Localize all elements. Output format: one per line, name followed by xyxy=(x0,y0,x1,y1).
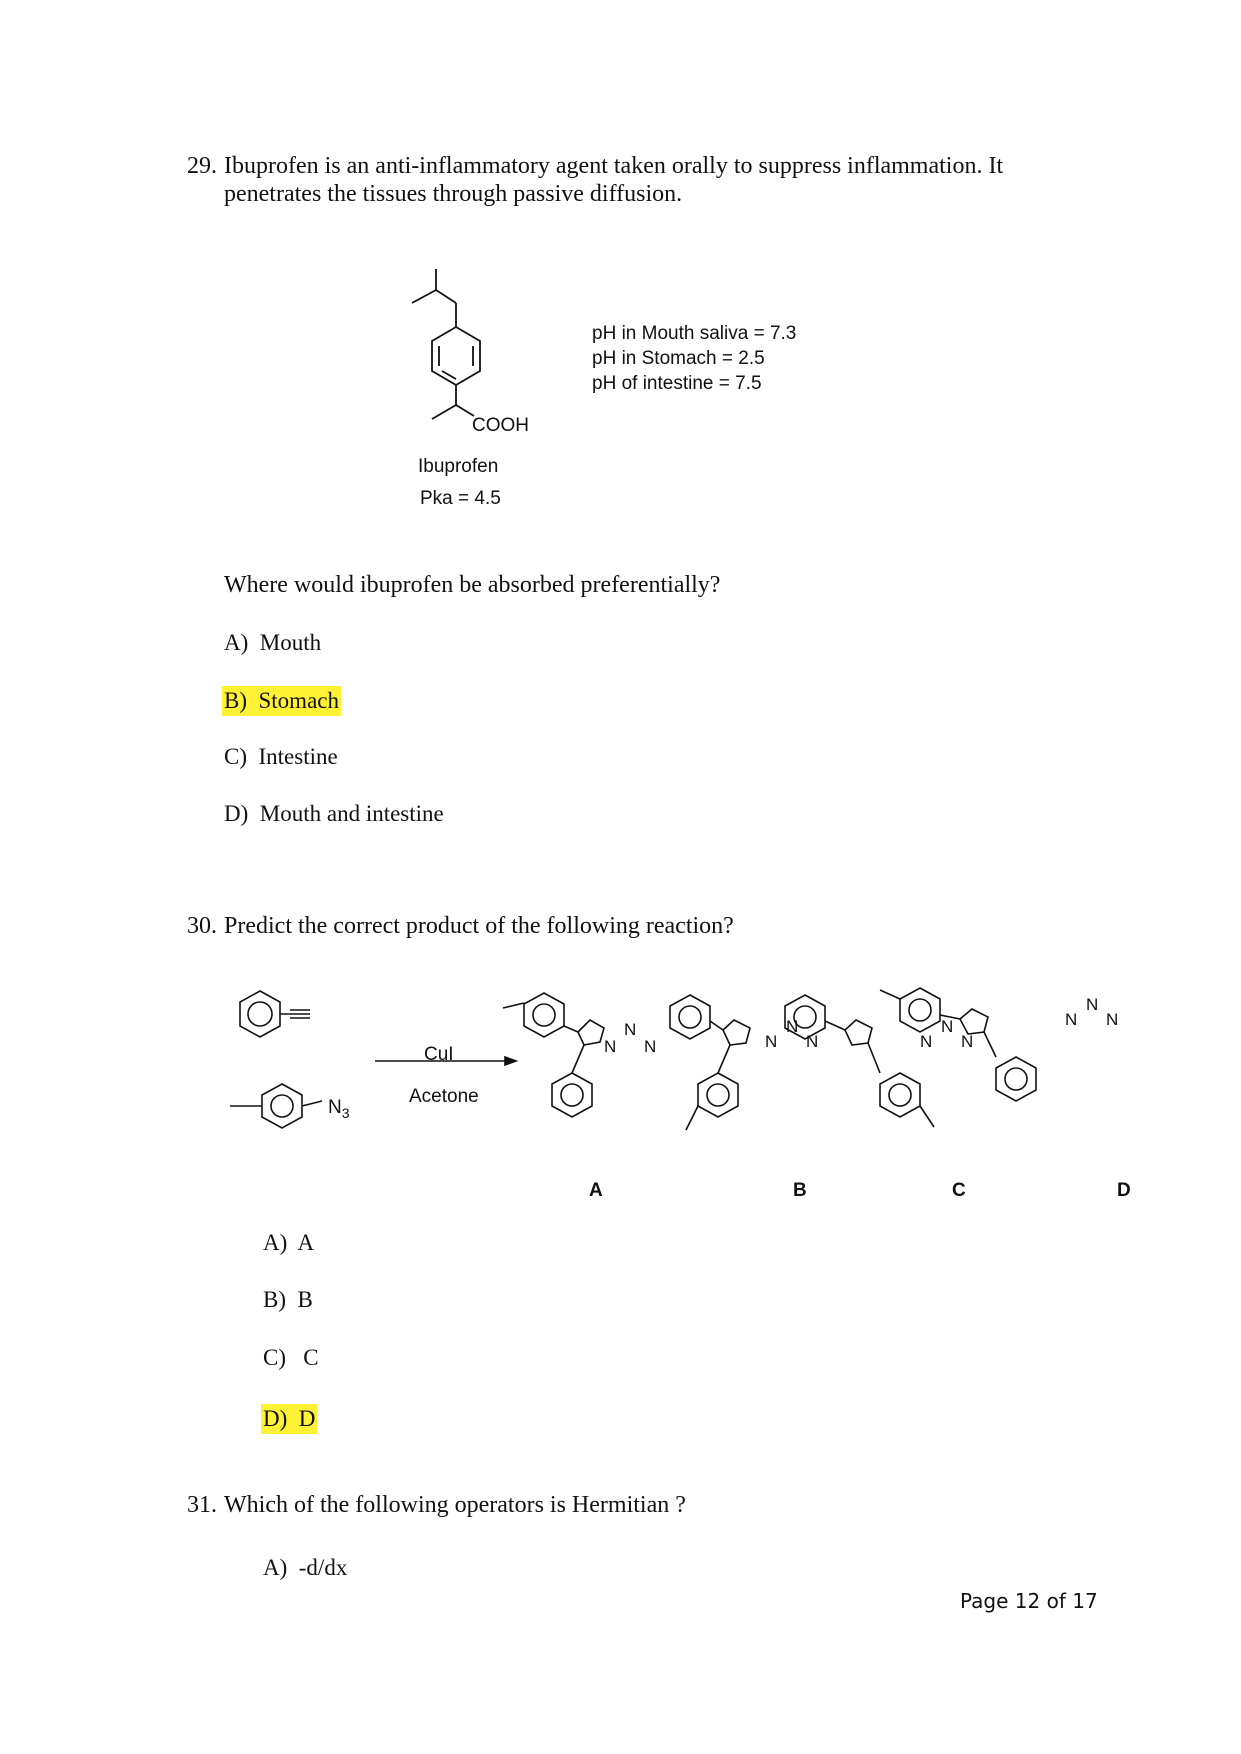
page-number: Page 12 of 17 xyxy=(960,1589,1098,1613)
atom-label-n: N xyxy=(765,1032,778,1051)
q30-option-d-highlighted: D) D xyxy=(261,1404,317,1434)
q30-number: 30. xyxy=(187,913,217,939)
azide-label xyxy=(328,1096,350,1125)
azide-subscript: 3 xyxy=(341,1104,350,1121)
product-b xyxy=(670,995,750,1130)
product-label-a: A xyxy=(589,1180,603,1201)
atom-label-n: N xyxy=(920,1032,933,1051)
product-label-c: C xyxy=(952,1180,966,1201)
q29-stem-line2: penetrates the tissues through passive diffusion. xyxy=(224,181,683,207)
q31-option-a: A) -d/dx xyxy=(263,1555,348,1580)
compound-name: Ibuprofen xyxy=(418,456,499,477)
tolyl-azide xyxy=(230,1084,322,1128)
q29-option-c: C) Intestine xyxy=(224,744,338,769)
reaction-scheme xyxy=(220,985,1180,1175)
atom-label-n: N xyxy=(786,1017,799,1036)
q29-number: 29. xyxy=(187,153,217,179)
product-c xyxy=(785,995,934,1127)
ph-stomach: pH in Stomach = 2.5 xyxy=(592,348,765,369)
q31-number: 31. xyxy=(187,1492,217,1518)
q29-stem-line1: Ibuprofen is an anti-inflammatory agent taken orally to suppress inflammation. It xyxy=(224,153,1004,179)
atom-label-n: N xyxy=(624,1020,637,1039)
pka-value: Pka = 4.5 xyxy=(420,488,501,509)
atom-label-n: N xyxy=(644,1037,657,1056)
azide-symbol: N xyxy=(328,1097,342,1118)
reagent-label: CuI xyxy=(424,1044,454,1065)
atom-label-n: N xyxy=(1106,1010,1119,1029)
atom-label-n: N xyxy=(1065,1010,1078,1029)
product-a xyxy=(503,993,604,1117)
atom-label-n: N xyxy=(961,1032,974,1051)
atom-label-n: N xyxy=(604,1037,617,1056)
q29-option-d: D) Mouth and intestine xyxy=(224,801,444,826)
solvent-label: Acetone xyxy=(409,1086,479,1107)
atom-label-n: N xyxy=(806,1032,819,1051)
ph-mouth: pH in Mouth saliva = 7.3 xyxy=(592,323,797,344)
q29-prompt: Where would ibuprofen be absorbed preferentially? xyxy=(224,572,721,598)
q30-option-a: A) A xyxy=(263,1230,315,1255)
q30-option-c: C) C xyxy=(263,1345,319,1370)
q29-option-b-highlighted: B) Stomach xyxy=(222,686,341,716)
q30-option-b: B) B xyxy=(263,1287,313,1312)
q30-stem: Predict the correct product of the following reaction? xyxy=(224,913,734,939)
atom-label-n: N xyxy=(1086,995,1099,1014)
ph-intestine: pH of intestine = 7.5 xyxy=(592,373,762,394)
phenylacetylene xyxy=(240,991,310,1037)
product-label-b: B xyxy=(793,1180,807,1201)
product-label-d: D xyxy=(1117,1180,1131,1201)
cooh-label: COOH xyxy=(472,415,529,436)
q31-stem: Which of the following operators is Hermitian ? xyxy=(224,1492,686,1518)
q29-option-a: A) Mouth xyxy=(224,630,322,655)
atom-label-n: N xyxy=(941,1017,954,1036)
